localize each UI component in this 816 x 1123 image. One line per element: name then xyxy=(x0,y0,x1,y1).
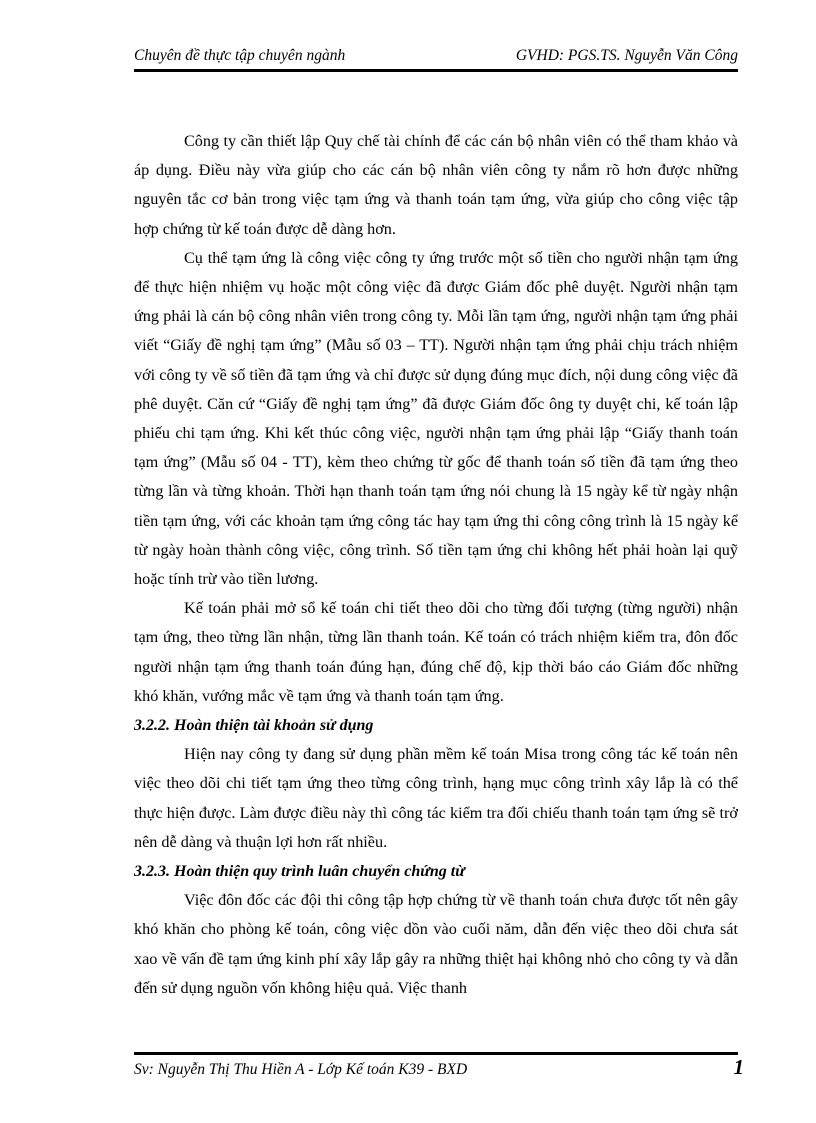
footer-student-info: Sv: Nguyễn Thị Thu Hiền A - Lớp Kế toán K39 - BXD xyxy=(134,1061,468,1078)
paragraph-5: Việc đôn đốc các đội thi công tập hợp chứng từ về thanh toán chưa được tốt nên gây khó khăn cho phòng kế toán, công việc dồn vào cuối năm, dẫn đến việc theo dõi chưa sát xao về vấn đề tạm ứng kinh phí xây lắp gây ra những thiệt hại không nhỏ cho công ty và dẫn đến sử dụng nguồn vốn không hiệu quả. Việc thanh xyxy=(134,891,738,997)
paragraph-3: Kế toán phải mở sổ kế toán chi tiết theo dõi cho từng đối tượng (từng người) nhận tạm ứng, theo từng lần nhận, từng lần thanh toán. Kế toán có trách nhiệm kiểm tra, đôn đốc người nhận tạm ứng thanh toán đúng hạn, đúng chế độ, kịp thời báo cáo Giám đốc những khó khăn, vướng mắc về tạm ứng và thanh toán tạm ứng. xyxy=(134,599,738,705)
header-supervisor: GVHD: PGS.TS. Nguyễn Văn Công xyxy=(515,47,738,64)
paragraph-2: Cụ thể tạm ứng là công việc công ty ứng trước một số tiền cho người nhận tạm ứng để thực hiện nhiệm vụ hoặc một công việc đã được Giám đốc phê duyệt. Người nhận tạm ứng phải là cán bộ công nhân viên trong công ty. Mỗi lần tạm ứng, người nhận tạm ứng phải viết “Giấy đề nghị tạm ứng” (Mẫu số 03 – TT). Người nhận tạm ứng phải chịu trách nhiệm với công ty về số tiền đã tạm ứng và chỉ được sử dụng đúng mục đích, nội dung công việc đã phê duyệt. Căn cứ “Giấy đề nghị tạm ứng” đã được Giám đốc ông ty duyệt chi, kế toán lập phiếu chi tạm ứng. Khi kết thúc công việc, người nhận tạm ứng phải lập “Giấy thanh toán tạm ứng” (Mẫu số 04 - TT), kèm theo chứng từ gốc để thanh toán số tiền đã tạm ứng theo từng lần và từng khoản. Thời hạn thanh toán tạm ứng nói chung là 15 ngày kể từ ngày nhận tiền tạm ứng, với các khoản tạm ứng công tác hay tạm ứng thi công công trình là 15 ngày kể từ ngày hoàn thành công việc, công trình. Số tiền tạm ứng chi không hết phải hoàn lại quỹ hoặc tính trừ vào tiền lương. xyxy=(134,248,738,589)
page-number: 1 xyxy=(733,1055,744,1079)
paragraph-4: Hiện nay công ty đang sử dụng phần mềm kế toán Misa trong công tác kế toán nên việc theo dõi chi tiết tạm ứng theo từng công trình, hạng mục công trình xây lắp là có thể thực hiện được. Làm được điều này thì công tác kiểm tra đối chiếu thanh toán tạm ứng sẽ trở nên dễ dàng và thuận lợi hơn rất nhiều. xyxy=(134,745,738,851)
paragraph-1: Công ty cần thiết lập Quy chế tài chính để các cán bộ nhân viên có thể tham khảo và áp dụng. Điều này vừa giúp cho các cán bộ nhân viên công ty nắm rõ hơn được những nguyên tắc cơ bản trong việc tạm ứng và thanh toán tạm ứng, vừa giúp cho công việc tập hợp chứng từ kế toán được dễ dàng hơn. xyxy=(134,132,738,238)
page-header xyxy=(134,45,738,70)
header-course-title: Chuyên đề thực tập chuyên ngành xyxy=(134,47,346,64)
document-body xyxy=(134,127,738,1003)
page-footer xyxy=(134,1054,744,1085)
section-heading-3-2-2: 3.2.2. Hoàn thiện tài khoản sử dụng xyxy=(134,717,374,735)
section-heading-3-2-3: 3.2.3. Hoàn thiện quy trình luân chuyển chứng từ xyxy=(134,863,465,881)
